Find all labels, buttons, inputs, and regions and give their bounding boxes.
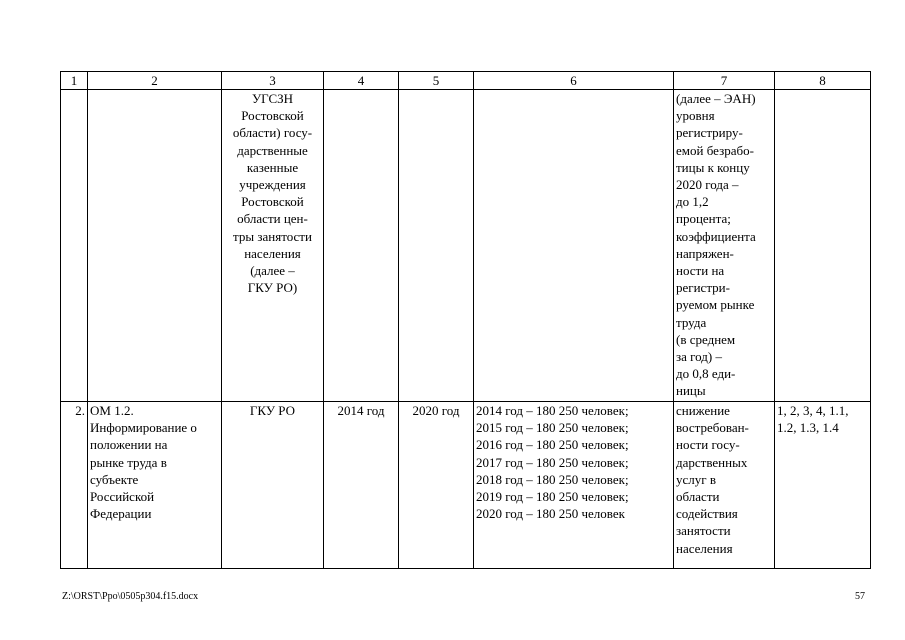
text-line: (в среднем <box>676 331 736 347</box>
text-line: области цен- <box>237 211 308 227</box>
text-line: Федерации <box>90 506 152 522</box>
text-line: напряжен- <box>676 245 734 261</box>
header-cell-6: 6 <box>474 72 674 90</box>
text-line: востребован- <box>676 420 749 436</box>
text-line: области) госу- <box>232 125 313 141</box>
cell-empty <box>399 90 474 402</box>
text-line: области <box>676 489 720 505</box>
text-line: 2017 год – 180 250 человек; <box>476 454 629 470</box>
cell-empty <box>61 90 88 402</box>
cell-measure-name <box>88 402 222 569</box>
text-line: снижение <box>676 403 730 418</box>
text-line: труда <box>676 314 707 330</box>
text-line: населения <box>676 540 733 556</box>
text-line: Ростовской <box>241 194 304 210</box>
text-line: уровня <box>676 108 715 124</box>
text-line: тры занятости <box>233 228 312 244</box>
cell-empty <box>474 90 674 402</box>
header-cell-3: 3 <box>222 72 324 90</box>
text-line: рынке труда в <box>90 454 167 470</box>
cell-executor-continuation <box>222 90 324 402</box>
text-line: 2019 год – 180 250 человек; <box>476 489 629 505</box>
header-cell-2: 2 <box>88 72 222 90</box>
text-line: емой безрабо- <box>676 142 754 158</box>
text-line: 2020 год – 180 250 человек <box>476 506 625 522</box>
text-line: учреждения <box>239 177 306 193</box>
header-cell-7: 7 <box>674 72 775 90</box>
cell-empty <box>324 90 399 402</box>
text-line: процента; <box>676 211 731 227</box>
footer-page-number: 57 <box>855 591 865 602</box>
header-cell-5: 5 <box>399 72 474 90</box>
text-line: дарственных <box>676 454 748 470</box>
text-line: населения <box>244 245 301 261</box>
text-line: ОМ 1.2. <box>90 403 134 418</box>
table-header-row <box>61 72 871 90</box>
text-line: Информирование о <box>90 420 197 436</box>
text-line: 2020 года – <box>676 177 739 193</box>
text-line: 1.2, 1.3, 1.4 <box>777 420 839 436</box>
footer-file-path: Z:\ORST\Ppo\0505p304.f15.docx <box>62 591 199 602</box>
text-line: 2014 год – 180 250 человек; <box>476 403 629 418</box>
text-line: тицы к концу <box>676 159 750 175</box>
text-line: до 1,2 <box>676 194 709 210</box>
program-table <box>60 71 871 569</box>
text-line: ницы <box>676 383 706 399</box>
cell-start-year: 2014 год <box>324 402 399 569</box>
text-line: коэффициента <box>676 228 756 244</box>
text-line: руемом рынке <box>676 297 755 313</box>
header-cell-8: 8 <box>775 72 871 90</box>
text-line: регистриру- <box>676 125 743 141</box>
text-line: Ростовской <box>241 108 304 124</box>
text-line: дарственные <box>237 142 308 158</box>
text-line: услуг в <box>676 471 716 487</box>
text-line: УГСЗН <box>251 91 294 106</box>
cell-expected-result <box>674 402 775 569</box>
text-line: 1, 2, 3, 4, 1.1, <box>777 403 849 418</box>
text-line: за год) – <box>676 349 722 365</box>
cell-executor: ГКУ РО <box>222 402 324 569</box>
text-line: до 0,8 еди- <box>676 366 736 382</box>
text-line: 2016 год – 180 250 человек; <box>476 437 629 453</box>
cell-result-continuation <box>674 90 775 402</box>
table-row-continuation <box>61 90 871 402</box>
text-line: занятости <box>676 523 731 539</box>
cell-empty <box>775 90 871 402</box>
cell-indicator-links <box>775 402 871 569</box>
text-line: (далее – <box>250 263 295 279</box>
text-line: (далее – ЭАН) <box>676 91 756 106</box>
header-cell-1: 1 <box>61 72 88 90</box>
header-cell-4: 4 <box>324 72 399 90</box>
row-number: 2. <box>61 402 88 569</box>
text-line: содействия <box>676 506 738 522</box>
text-line: 2015 год – 180 250 человек; <box>476 420 629 436</box>
cell-yearly-targets <box>474 402 674 569</box>
text-line: субъекте <box>90 471 139 487</box>
text-line: казенные <box>246 159 299 175</box>
text-line: регистри- <box>676 280 730 296</box>
table-row <box>61 402 871 569</box>
text-line: ГКУ РО) <box>247 280 298 296</box>
text-line: ности госу- <box>676 437 740 453</box>
text-line: 2018 год – 180 250 человек; <box>476 471 629 487</box>
text-line: положении на <box>90 437 168 453</box>
text-line: Российской <box>90 489 155 505</box>
cell-empty <box>88 90 222 402</box>
cell-end-year: 2020 год <box>399 402 474 569</box>
text-line: ности на <box>676 263 725 279</box>
